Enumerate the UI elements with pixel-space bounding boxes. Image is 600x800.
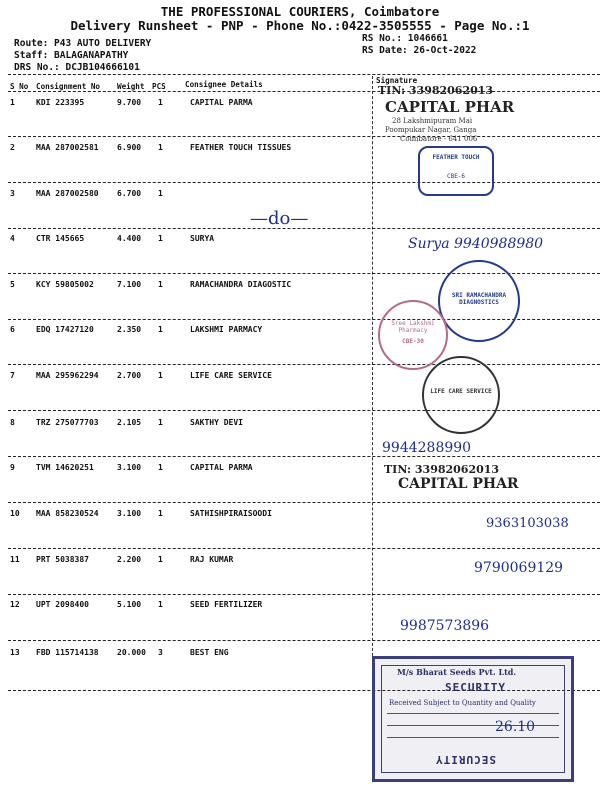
security-title: SECURITY: [445, 681, 506, 694]
capital-stamp-city: Coimbatore - 641 006: [400, 135, 478, 143]
lifecare-stamp-text: LIFE CARE SERVICE: [430, 388, 492, 395]
row-consignment-no: TRZ 275077703: [36, 418, 99, 427]
column-header-signature: Signature: [376, 76, 418, 85]
security-stamp: [372, 656, 574, 782]
row-pcs: 1: [158, 189, 163, 198]
row-sno: 9: [10, 463, 15, 472]
rs-number: RS No.: 1046661: [362, 33, 448, 44]
row-pcs: 3: [158, 648, 163, 657]
row-divider: [8, 594, 600, 595]
lakshmi-stamp-text: Sree Lakshmi Pharmacy: [391, 320, 435, 334]
lifecare-stamp: [422, 356, 500, 434]
row-pcs: 1: [158, 555, 163, 564]
row-consignment-no: KDI 223395: [36, 98, 85, 107]
drs-number: DRS No.: DCJB104666101: [14, 62, 140, 73]
security-rule-1: [387, 713, 559, 714]
row-sno: 12: [10, 600, 20, 609]
row-pcs: 1: [158, 463, 163, 472]
row-weight: 2.105: [117, 418, 142, 427]
ramachandra-stamp-text: SRI RAMACHANDRA DIAGNOSTICS: [451, 292, 507, 306]
capital-stamp-address-2: Poompukar Nagar, Ganga: [385, 126, 477, 134]
row-consignee: CAPITAL PARMA: [190, 463, 253, 472]
row-sno: 6: [10, 325, 15, 334]
column-header-consignment: Consignment No: [36, 82, 101, 91]
capital-stamp-2-name: CAPITAL PHAR: [398, 476, 519, 492]
security-title-reversed: SECURITY: [435, 753, 496, 766]
row-sno: 4: [10, 234, 15, 243]
row-pcs: 1: [158, 98, 163, 107]
row-divider: [8, 456, 600, 457]
row-consignee: SURYA: [190, 234, 215, 243]
row-pcs: 1: [158, 371, 163, 380]
column-header-pcs: PCS: [152, 82, 166, 91]
row-consignment-no: CTR 145665: [36, 234, 85, 243]
signature-row-11: 9790069129: [474, 560, 564, 576]
row-consignment-no: MAA 858230524: [36, 509, 99, 518]
row-divider: [8, 410, 600, 411]
signature-row-12: 9987573896: [400, 618, 490, 634]
row-divider: [8, 502, 600, 503]
column-header-sno: S No: [10, 82, 29, 91]
row-sno: 7: [10, 371, 15, 380]
feather-touch-stamp: [418, 146, 494, 196]
row-sno: 10: [10, 509, 20, 518]
row-pcs: 1: [158, 143, 163, 152]
row-consignee: LIFE CARE SERVICE: [190, 371, 272, 380]
row-consignee: SAKTHY DEVI: [190, 418, 243, 427]
row-consignee: FEATHER TOUCH TISSUES: [190, 143, 292, 152]
row-consignment-no: UPT 2098400: [36, 600, 89, 609]
staff-label: Staff: BALAGANAPATHY: [14, 50, 129, 61]
capital-stamp-tin: TIN: 33982062013: [378, 84, 494, 97]
signature-column-divider: [372, 76, 373, 696]
row-weight: 2.700: [117, 371, 142, 380]
row-sno: 1: [10, 98, 15, 107]
row-consignment-no: MAA 287002581: [36, 143, 99, 152]
header-top-rule: [8, 74, 600, 75]
row-consignment-no: MAA 287002580: [36, 189, 99, 198]
row-consignee: SATHISHPIRAISOODI: [190, 509, 272, 518]
column-header-consignee: Consignee Details: [185, 80, 263, 89]
row-consignment-no: KCY 59805002: [36, 280, 94, 289]
document-subtitle: Delivery Runsheet - PNP - Phone No.:0422-3505555 - Page No.:1: [70, 18, 530, 33]
row-divider: [8, 364, 600, 365]
lakshmi-stamp-sub: CBE-30: [402, 338, 424, 345]
capital-stamp-2-tin: TIN: 33982062013: [384, 463, 500, 476]
row-consignee: RAJ KUMAR: [190, 555, 234, 564]
feather-stamp-text: FEATHER TOUCH: [432, 154, 480, 161]
signature-row-10: 9363103038: [486, 516, 569, 531]
row-weight: 2.200: [117, 555, 142, 564]
capital-stamp-address-1: 28 Lakshmipuram Mai: [392, 117, 473, 125]
lakshmi-pharmacy-stamp: [378, 300, 448, 370]
row-weight: 3.100: [117, 509, 142, 518]
row-consignee: CAPITAL PARMA: [190, 98, 253, 107]
row-divider: [8, 136, 600, 137]
ditto-mark: —do—: [250, 208, 309, 229]
security-note: Received Subject to Quantity and Quality: [389, 699, 536, 707]
row-consignee: LAKSHMI PARMACY: [190, 325, 263, 334]
capital-stamp-name: CAPITAL PHAR: [385, 98, 515, 116]
row-divider: [8, 548, 600, 549]
row-sno: 11: [10, 555, 20, 564]
row-weight: 5.100: [117, 600, 142, 609]
row-weight: 6.700: [117, 189, 142, 198]
row-weight: 3.100: [117, 463, 142, 472]
row-pcs: 1: [158, 325, 163, 334]
row-divider: [8, 182, 600, 183]
row-consignee: SEED FERTILIZER: [190, 600, 263, 609]
rs-date: RS Date: 26-Oct-2022: [362, 45, 477, 56]
route-label: Route: P43 AUTO DELIVERY: [14, 38, 152, 49]
signature-row-8: 9944288990: [382, 440, 472, 456]
column-header-weight: Weight: [117, 82, 145, 91]
row-pcs: 1: [158, 509, 163, 518]
row-divider: [8, 273, 600, 274]
row-sno: 5: [10, 280, 15, 289]
row-sno: 3: [10, 189, 15, 198]
document-title: THE PROFESSIONAL COURIERS, Coimbatore: [160, 4, 440, 19]
row-pcs: 1: [158, 234, 163, 243]
row-sno: 13: [10, 648, 20, 657]
row-consignment-no: EDQ 17427120: [36, 325, 94, 334]
row-sno: 2: [10, 143, 15, 152]
row-weight: 20.000: [117, 648, 146, 657]
row-sno: 8: [10, 418, 15, 427]
row-weight: 2.350: [117, 325, 142, 334]
row-consignment-no: TVM 14620251: [36, 463, 94, 472]
security-rule-3: [387, 737, 559, 738]
row-pcs: 1: [158, 280, 163, 289]
header-bottom-rule: [8, 91, 600, 92]
row-consignee: BEST ENG: [190, 648, 229, 657]
row-weight: 6.900: [117, 143, 142, 152]
row-consignment-no: MAA 295962294: [36, 371, 99, 380]
row-weight: 7.100: [117, 280, 142, 289]
ramachandra-stamp: [438, 260, 520, 342]
signature-row-13: 26.10: [495, 719, 536, 735]
row-consignee: RAMACHANDRA DIAGOSTIC: [190, 280, 292, 289]
row-pcs: 1: [158, 600, 163, 609]
row-consignment-no: PRT 5038387: [36, 555, 89, 564]
row-weight: 9.700: [117, 98, 142, 107]
row-divider: [8, 640, 600, 641]
row-pcs: 1: [158, 418, 163, 427]
row-weight: 4.400: [117, 234, 142, 243]
signature-row-4: Surya 9940988980: [408, 236, 544, 252]
feather-stamp-sub: CBE-6: [446, 173, 466, 180]
row-consignment-no: FBD 115714138: [36, 648, 99, 657]
security-company: M/s Bharat Seeds Pvt. Ltd.: [397, 667, 517, 677]
